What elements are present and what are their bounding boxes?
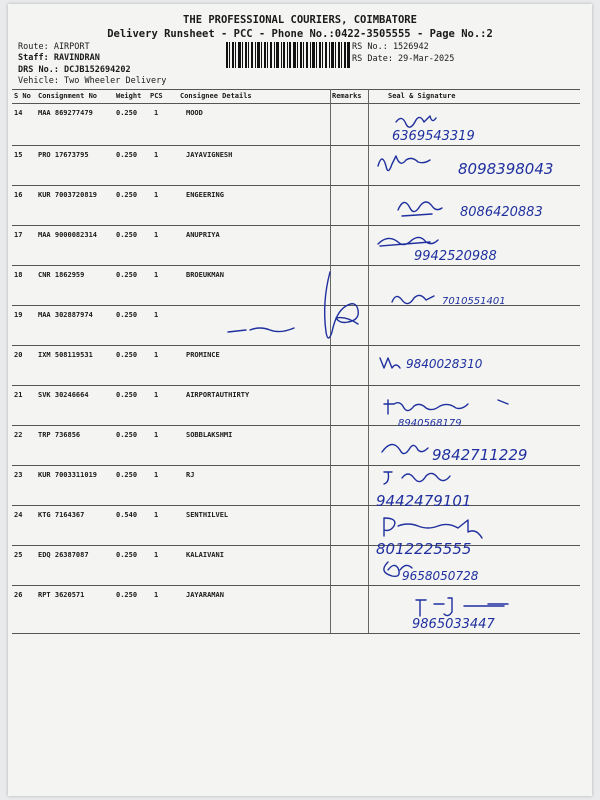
cell-consignment: KUR 7003720819	[38, 191, 98, 199]
route-label: Route: AIRPORT	[18, 42, 90, 52]
col-header-weight: Weight	[116, 92, 142, 100]
cell-consignment: RPT 3620571	[38, 591, 85, 599]
cell-weight: 0.250	[116, 109, 138, 117]
cell-sno: 22	[14, 431, 23, 439]
cell-pcs: 1	[154, 351, 159, 359]
cell-consignee: JAYARAMAN	[186, 591, 224, 599]
sig-number: 8098398043	[458, 160, 554, 178]
cell-pcs: 1	[154, 191, 159, 199]
col-header-signature: Seal & Signature	[388, 92, 456, 100]
cell-pcs: 1	[154, 311, 159, 319]
signature-row-26	[368, 592, 580, 652]
cell-consignee: AIRPORTAUTHIRTY	[186, 391, 250, 399]
cell-consignment: KTG 7164367	[38, 511, 85, 519]
cell-weight: 0.540	[116, 511, 138, 519]
drs-number: DRS No.: DCJB152694202	[18, 65, 131, 75]
col-header-consignment: Consignment No	[38, 92, 98, 100]
cell-pcs: 1	[154, 231, 159, 239]
cell-consignee: MOOD	[186, 109, 203, 117]
cell-sno: 17	[14, 231, 23, 239]
cell-consignment: TRP 736856	[38, 431, 81, 439]
cell-weight: 0.250	[116, 431, 138, 439]
col-header-consignee: Consignee Details	[180, 92, 252, 100]
cell-weight: 0.250	[116, 151, 138, 159]
sig-number: 8940568179	[398, 418, 462, 429]
cell-pcs: 1	[154, 109, 159, 117]
cell-consignee: KALAIVANI	[186, 551, 224, 559]
cell-pcs: 1	[154, 591, 159, 599]
cell-sno: 14	[14, 109, 23, 117]
cell-pcs: 1	[154, 471, 159, 479]
cell-consignee: BROEUKMAN	[186, 271, 224, 279]
vehicle-label: Vehicle: Two Wheeler Delivery	[18, 76, 167, 86]
cell-sno: 23	[14, 471, 23, 479]
barcode-icon	[226, 42, 350, 68]
cell-pcs: 1	[154, 151, 159, 159]
sig-number: 6369543319	[392, 129, 475, 144]
cell-consignment: KUR 7003311019	[38, 471, 98, 479]
cell-consignment: CNR 1862959	[38, 271, 85, 279]
cell-consignee: RJ	[186, 471, 195, 479]
sig-number: 9840028310	[406, 357, 483, 371]
cell-consignment: MAA 302887974	[38, 311, 93, 319]
remarks-left-border	[330, 89, 331, 633]
cell-consignment: PRO 17673795	[38, 151, 89, 159]
cell-consignee: JAYAVIGNESH	[186, 151, 233, 159]
cell-consignee: SOBBLAKSHMI	[186, 431, 233, 439]
rs-number: RS No.: 1526942	[352, 42, 429, 52]
cell-consignment: IXM 508119531	[38, 351, 93, 359]
sig-number: 8086420883	[460, 205, 543, 220]
sig-number: 8012225555	[376, 540, 472, 558]
sig-number: 7010551401	[442, 296, 506, 307]
cell-weight: 0.250	[116, 271, 138, 279]
cell-sno: 26	[14, 591, 23, 599]
cell-sno: 20	[14, 351, 23, 359]
sig-number: 9842711229	[432, 446, 528, 464]
col-header-pcs: PCS	[150, 92, 163, 100]
table-top-rule	[12, 89, 580, 90]
cell-consignee: PROMINCE	[186, 351, 220, 359]
cell-sno: 24	[14, 511, 23, 519]
cell-weight: 0.250	[116, 311, 138, 319]
staff-label: Staff: RAVINDRAN	[18, 53, 100, 63]
cell-consignment: SVK 30246664	[38, 391, 89, 399]
sig-number: 9865033447	[412, 617, 495, 632]
cell-consignment: MAA 869277479	[38, 109, 93, 117]
rs-date: RS Date: 29-Mar-2025	[352, 54, 455, 64]
cell-pcs: 1	[154, 391, 159, 399]
cell-weight: 0.250	[116, 591, 138, 599]
cell-consignment: MAA 9000082314	[38, 231, 98, 239]
company-title: THE PROFESSIONAL COURIERS, COIMBATORE	[183, 14, 417, 26]
col-header-remarks: Remarks	[332, 92, 362, 100]
cell-sno: 25	[14, 551, 23, 559]
cell-sno: 19	[14, 311, 23, 319]
cell-sno: 18	[14, 271, 23, 279]
cell-weight: 0.250	[116, 231, 138, 239]
cell-weight: 0.250	[116, 471, 138, 479]
cell-consignment: EDQ 26387087	[38, 551, 89, 559]
sig-number: 9442479101	[376, 492, 472, 510]
runsheet-page	[8, 4, 592, 796]
cell-sno: 21	[14, 391, 23, 399]
signature-row-18	[368, 266, 580, 326]
cell-sno: 15	[14, 151, 23, 159]
cell-weight: 0.250	[116, 551, 138, 559]
remarks-scribble	[218, 266, 368, 348]
cell-weight: 0.250	[116, 391, 138, 399]
cell-weight: 0.250	[116, 191, 138, 199]
cell-weight: 0.250	[116, 351, 138, 359]
cell-pcs: 1	[154, 551, 159, 559]
sig-number: 9658050728	[402, 569, 479, 583]
runsheet-subtitle: Delivery Runsheet - PCC - Phone No.:0422-3505555 - Page No.:2	[107, 28, 493, 40]
cell-consignee: ANUPRIYA	[186, 231, 220, 239]
sig-number: 9942520988	[414, 249, 497, 264]
cell-pcs: 1	[154, 431, 159, 439]
cell-consignee: ENGEERING	[186, 191, 224, 199]
cell-consignee: SENTHILVEL	[186, 511, 229, 519]
cell-pcs: 1	[154, 271, 159, 279]
cell-sno: 16	[14, 191, 23, 199]
cell-pcs: 1	[154, 511, 159, 519]
col-header-sno: S No	[14, 92, 31, 100]
table-header-rule	[12, 103, 580, 104]
